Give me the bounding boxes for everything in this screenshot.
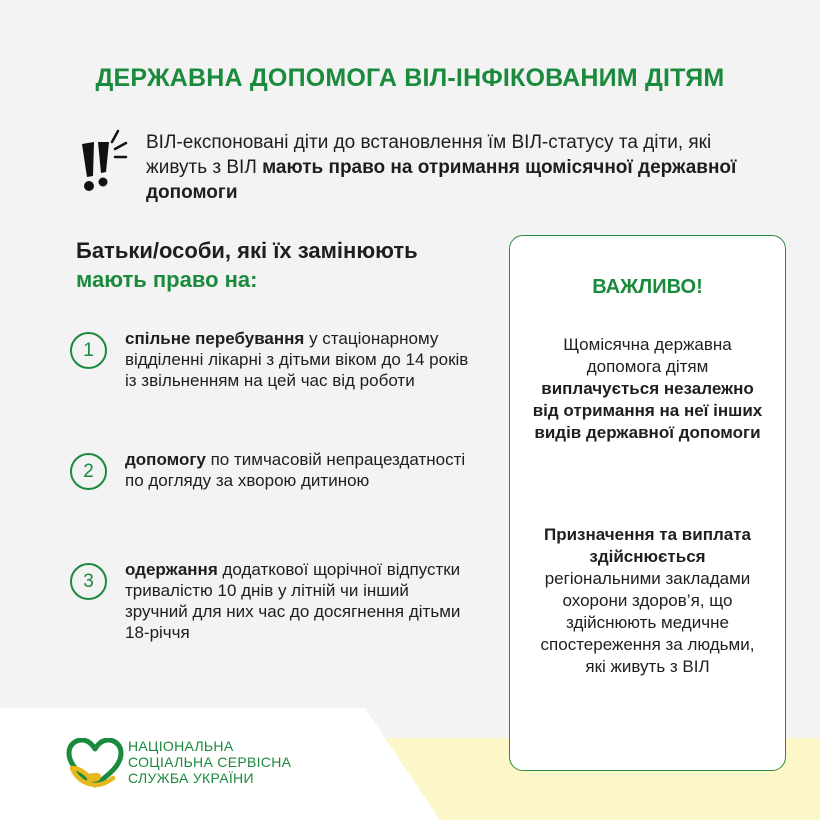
- page-title: ДЕРЖАВНА ДОПОМОГА ВІЛ-ІНФІКОВАНИМ ДІТЯМ: [95, 64, 725, 92]
- rights-item-plain: по тимчасовій непрацездатності по догляду за хворою дитиною: [125, 450, 466, 490]
- rights-item-plain: додаткової щорічної відпустки тривалістю 10 днів у літній чи інший зручний для них час до досягнення дітьми 18-річчя: [125, 560, 461, 642]
- note-title: ВАЖЛИВО!: [592, 276, 703, 298]
- rights-item-plain: у стаціонарному відділенні лікарні з дітьми віком до 14 років із звільненням на цей час від роботи: [125, 329, 469, 390]
- number-badge: 1: [70, 332, 107, 369]
- org-name: [128, 738, 291, 786]
- exclamation-alert-icon: [76, 128, 136, 198]
- important-note-box: [509, 235, 786, 771]
- note-paragraph-1: [528, 334, 767, 444]
- rights-item-text: [125, 449, 470, 491]
- org-name-line2: СОЦІАЛЬНА СЕРВІСНА: [128, 754, 292, 770]
- rights-heading: [76, 236, 418, 294]
- heart-hand-logo-icon: [66, 738, 124, 788]
- intro-plain: ВІЛ-експоновані діти до встановлення їм ВІЛ-статусу та діти, які живуть з ВІЛ: [146, 132, 712, 178]
- rights-item-bold: допомогу: [125, 450, 206, 469]
- note-p1-bold: виплачується незалежно від отримання на неї інших видів державної допомоги: [532, 379, 763, 442]
- note-p2-plain: регіональними закладами охорони здоров’я, що здійснюють медичне спостереження за людьми, які живуть з ВІЛ: [540, 569, 755, 676]
- rights-item-text: [125, 559, 470, 643]
- note-p2-bold: Призначення та виплата здійснюється: [543, 525, 751, 566]
- rights-item-bold: спільне перебування: [125, 329, 305, 348]
- note-p1-plain: Щомісячна державна допомога дітям: [563, 335, 732, 376]
- note-paragraph-2: [528, 524, 767, 678]
- org-name-line1: НАЦІОНАЛЬНА: [128, 738, 234, 754]
- rights-heading-line1: Батьки/особи, які їх замінюють: [76, 238, 418, 263]
- number-badge: 2: [70, 453, 107, 490]
- intro-bold: мають право на отримання щомісячної державної допомоги: [146, 157, 737, 203]
- rights-heading-line2: мають право на:: [76, 267, 258, 292]
- rights-item-bold: одержання: [125, 560, 218, 579]
- intro-text: [146, 130, 746, 205]
- org-name-line3: СЛУЖБА УКРАЇНИ: [128, 770, 254, 786]
- number-badge: 3: [70, 563, 107, 600]
- rights-item-text: [125, 328, 470, 391]
